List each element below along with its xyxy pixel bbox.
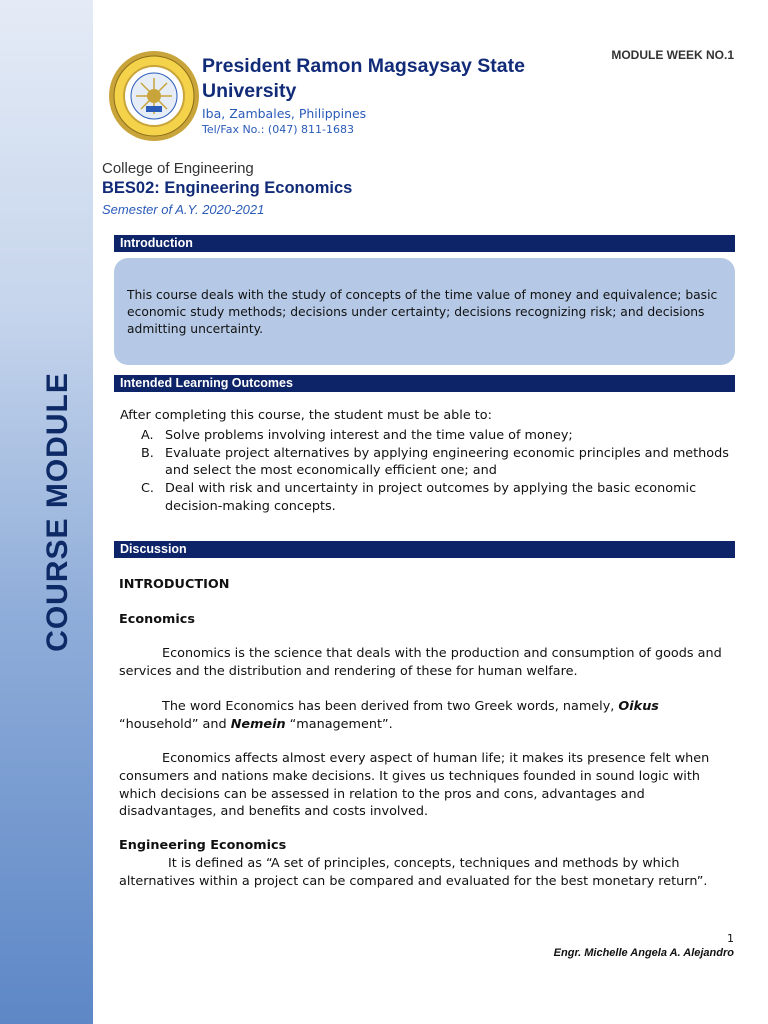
paragraph-text: “management”. (285, 716, 393, 732)
university-seal-icon (108, 50, 200, 142)
university-telfax: Tel/Fax No.: (047) 811-1683 (202, 123, 354, 136)
introduction-text: This course deals with the study of concepts of the time value of money and equivalence; basic economic study methods; decisions under certainty; decisions recognizing risk; and decisions admitting uncertainty. (127, 288, 718, 336)
paragraph-economics-impact (119, 750, 737, 821)
paragraph-engineering-economics (119, 855, 737, 891)
ilo-item-letter: A. (141, 428, 154, 443)
ilo-lead-text: After completing this course, the student must be able to: (120, 408, 492, 423)
discussion-heading (119, 576, 737, 594)
ilo-item-letter: B. (141, 445, 154, 461)
author-name: Engr. Michelle Angela A. Alejandro (553, 947, 734, 959)
subheading-economics (119, 611, 737, 629)
section-header-discussion: Discussion (114, 541, 735, 558)
paragraph-greek-origin (119, 698, 737, 734)
ilo-item (141, 480, 741, 515)
ilo-item-text: Evaluate project alternatives by applying engineering economic principles and methods and select the most economically efficient one; and (165, 445, 729, 479)
paragraph-text: Economics is the science that deals with the production and consumption of goods and services and the distribution and rendering of these for human welfare. (119, 646, 722, 679)
university-name: President Ramon Magsaysay State University (202, 55, 525, 102)
university-address: Iba, Zambales, Philippines (202, 106, 367, 121)
section-header-introduction: Introduction (114, 235, 735, 252)
ilo-item (141, 427, 741, 445)
introduction-box (114, 258, 735, 365)
subheading-engineering-economics (119, 837, 737, 855)
page-number: 1 (727, 932, 734, 945)
greek-word-nemein: Nemein (230, 716, 286, 732)
paragraph-text: “household” and (119, 716, 231, 732)
subheading-engineering-economics-text: Engineering Economics (119, 838, 287, 853)
ilo-item-text: Solve problems involving interest and the time value of money; (165, 428, 573, 443)
subheading-economics-text: Economics (119, 612, 195, 627)
discussion-heading-text: INTRODUCTION (119, 577, 230, 592)
college-name: College of Engineering (102, 160, 254, 177)
sidebar-label: COURSE MODULE (41, 372, 74, 652)
paragraph-text: Economics affects almost every aspect of human life; it makes its presence felt when consumers and nations make decisions. It gives us techniques founded in sound logic with which decisions can be assessed in relation to the pros and cons, advantages and disadvantages, and benefits and costs involved. (119, 751, 710, 820)
course-title: BES02: Engineering Economics (102, 179, 353, 197)
ilo-item-letter: C. (141, 481, 155, 497)
paragraph-text: It is defined as “A set of principles, concepts, techniques and methods by which alternatives within a project can be compared and evaluated for the best monetary return”. (119, 856, 708, 889)
ilo-item (141, 445, 741, 480)
paragraph-economics-definition (119, 645, 737, 681)
ilo-list (141, 427, 741, 516)
semester-label: Semester of A.Y. 2020-2021 (102, 202, 265, 217)
ilo-item-text: Deal with risk and uncertainty in project outcomes by applying the basic economic decision-making concepts. (165, 481, 697, 514)
paragraph-text: The word Economics has been derived from two Greek words, namely, (162, 699, 619, 714)
section-header-ilo: Intended Learning Outcomes (114, 375, 735, 392)
greek-word-oikus: Oikus (618, 699, 659, 714)
module-week-label: MODULE WEEK NO.1 (611, 48, 734, 62)
sidebar (0, 0, 93, 1024)
